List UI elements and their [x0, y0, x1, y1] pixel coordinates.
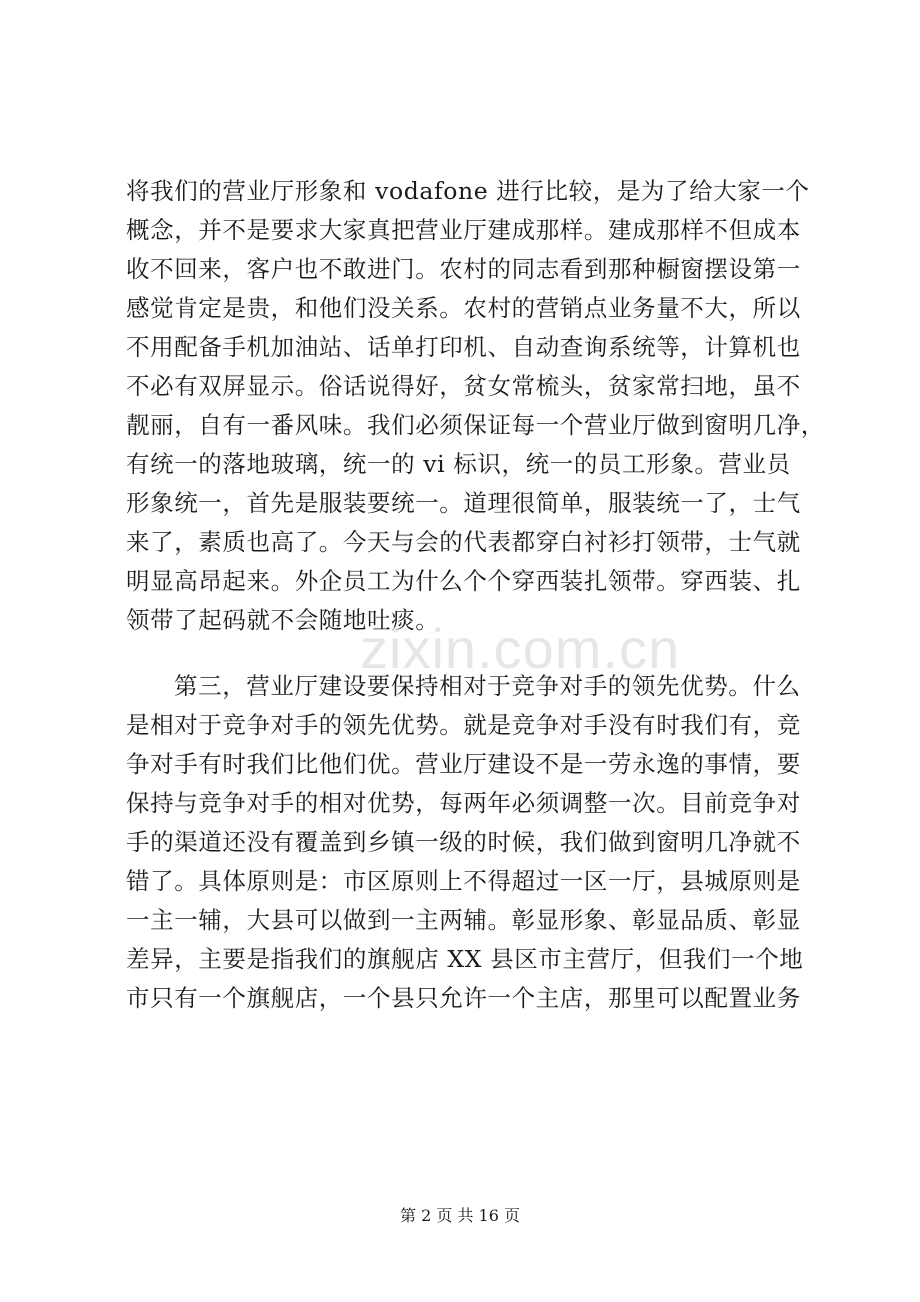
text-line: 争对手有时我们比他们优。营业厅建设不是一劳永逸的事情，要 [126, 750, 801, 778]
text-line: 收不回来，客户也不敢进门。农村的同志看到那种橱窗摆设第一 [126, 255, 801, 283]
text-line: 明显高昂起来。外企员工为什么个个穿西装扎领带。穿西装、扎 [126, 567, 801, 595]
text-line: 感觉肯定是贵，和他们没关系。农村的营销点业务量不大，所以 [126, 294, 801, 322]
text-line: 差异，主要是指我们的旗舰店 XX 县区市主营厅，但我们一个地 [126, 945, 804, 973]
watermark: zixin.com.cn [360, 617, 681, 680]
text-line: 概念，并不是要求大家真把营业厅建成那样。建成那样不但成本 [126, 216, 801, 244]
text-line: 形象统一，首先是服装要统一。道理很简单，服装统一了，士气 [126, 489, 801, 517]
text-line: 将我们的营业厅形象和 vodafone 进行比较，是为了给大家一个 [126, 177, 810, 205]
text-line: 来了，素质也高了。今天与会的代表都穿白衬衫打领带，士气就 [126, 528, 801, 556]
text-line: 靓丽，自有一番风味。我们必须保证每一个营业厅做到窗明几净， [126, 411, 825, 439]
text-line: 不必有双屏显示。俗话说得好，贫女常梳头，贫家常扫地，虽不 [126, 372, 801, 400]
page-footer: 第 2 页 共 16 页 [400, 1206, 520, 1225]
text-line: 一主一辅，大县可以做到一主两辅。彰显形象、彰显品质、彰显 [126, 906, 801, 934]
text-line: 错了。具体原则是：市区原则上不得超过一区一厅，县城原则是 [126, 867, 801, 895]
text-line: 领带了起码就不会随地吐痰。 [126, 606, 440, 634]
text-line: 有统一的落地玻璃，统一的 vi 标识，统一的员工形象。营业员 [126, 450, 791, 478]
text-line: 手的渠道还没有覆盖到乡镇一级的时候，我们做到窗明几净就不 [126, 828, 801, 856]
text-line: 不用配备手机加油站、话单打印机、自动查询系统等，计算机也 [126, 333, 801, 361]
text-line: 市只有一个旗舰店，一个县只允许一个主店，那里可以配置业务 [126, 984, 801, 1012]
text-line: 保持与竞争对手的相对优势，每两年必须调整一次。目前竞争对 [126, 789, 801, 817]
text-line: 是相对于竞争对手的领先优势。就是竞争对手没有时我们有，竞 [126, 711, 801, 739]
paragraph-start-line: 第三，营业厅建设要保持相对于竞争对手的领先优势。什么 [174, 672, 801, 700]
